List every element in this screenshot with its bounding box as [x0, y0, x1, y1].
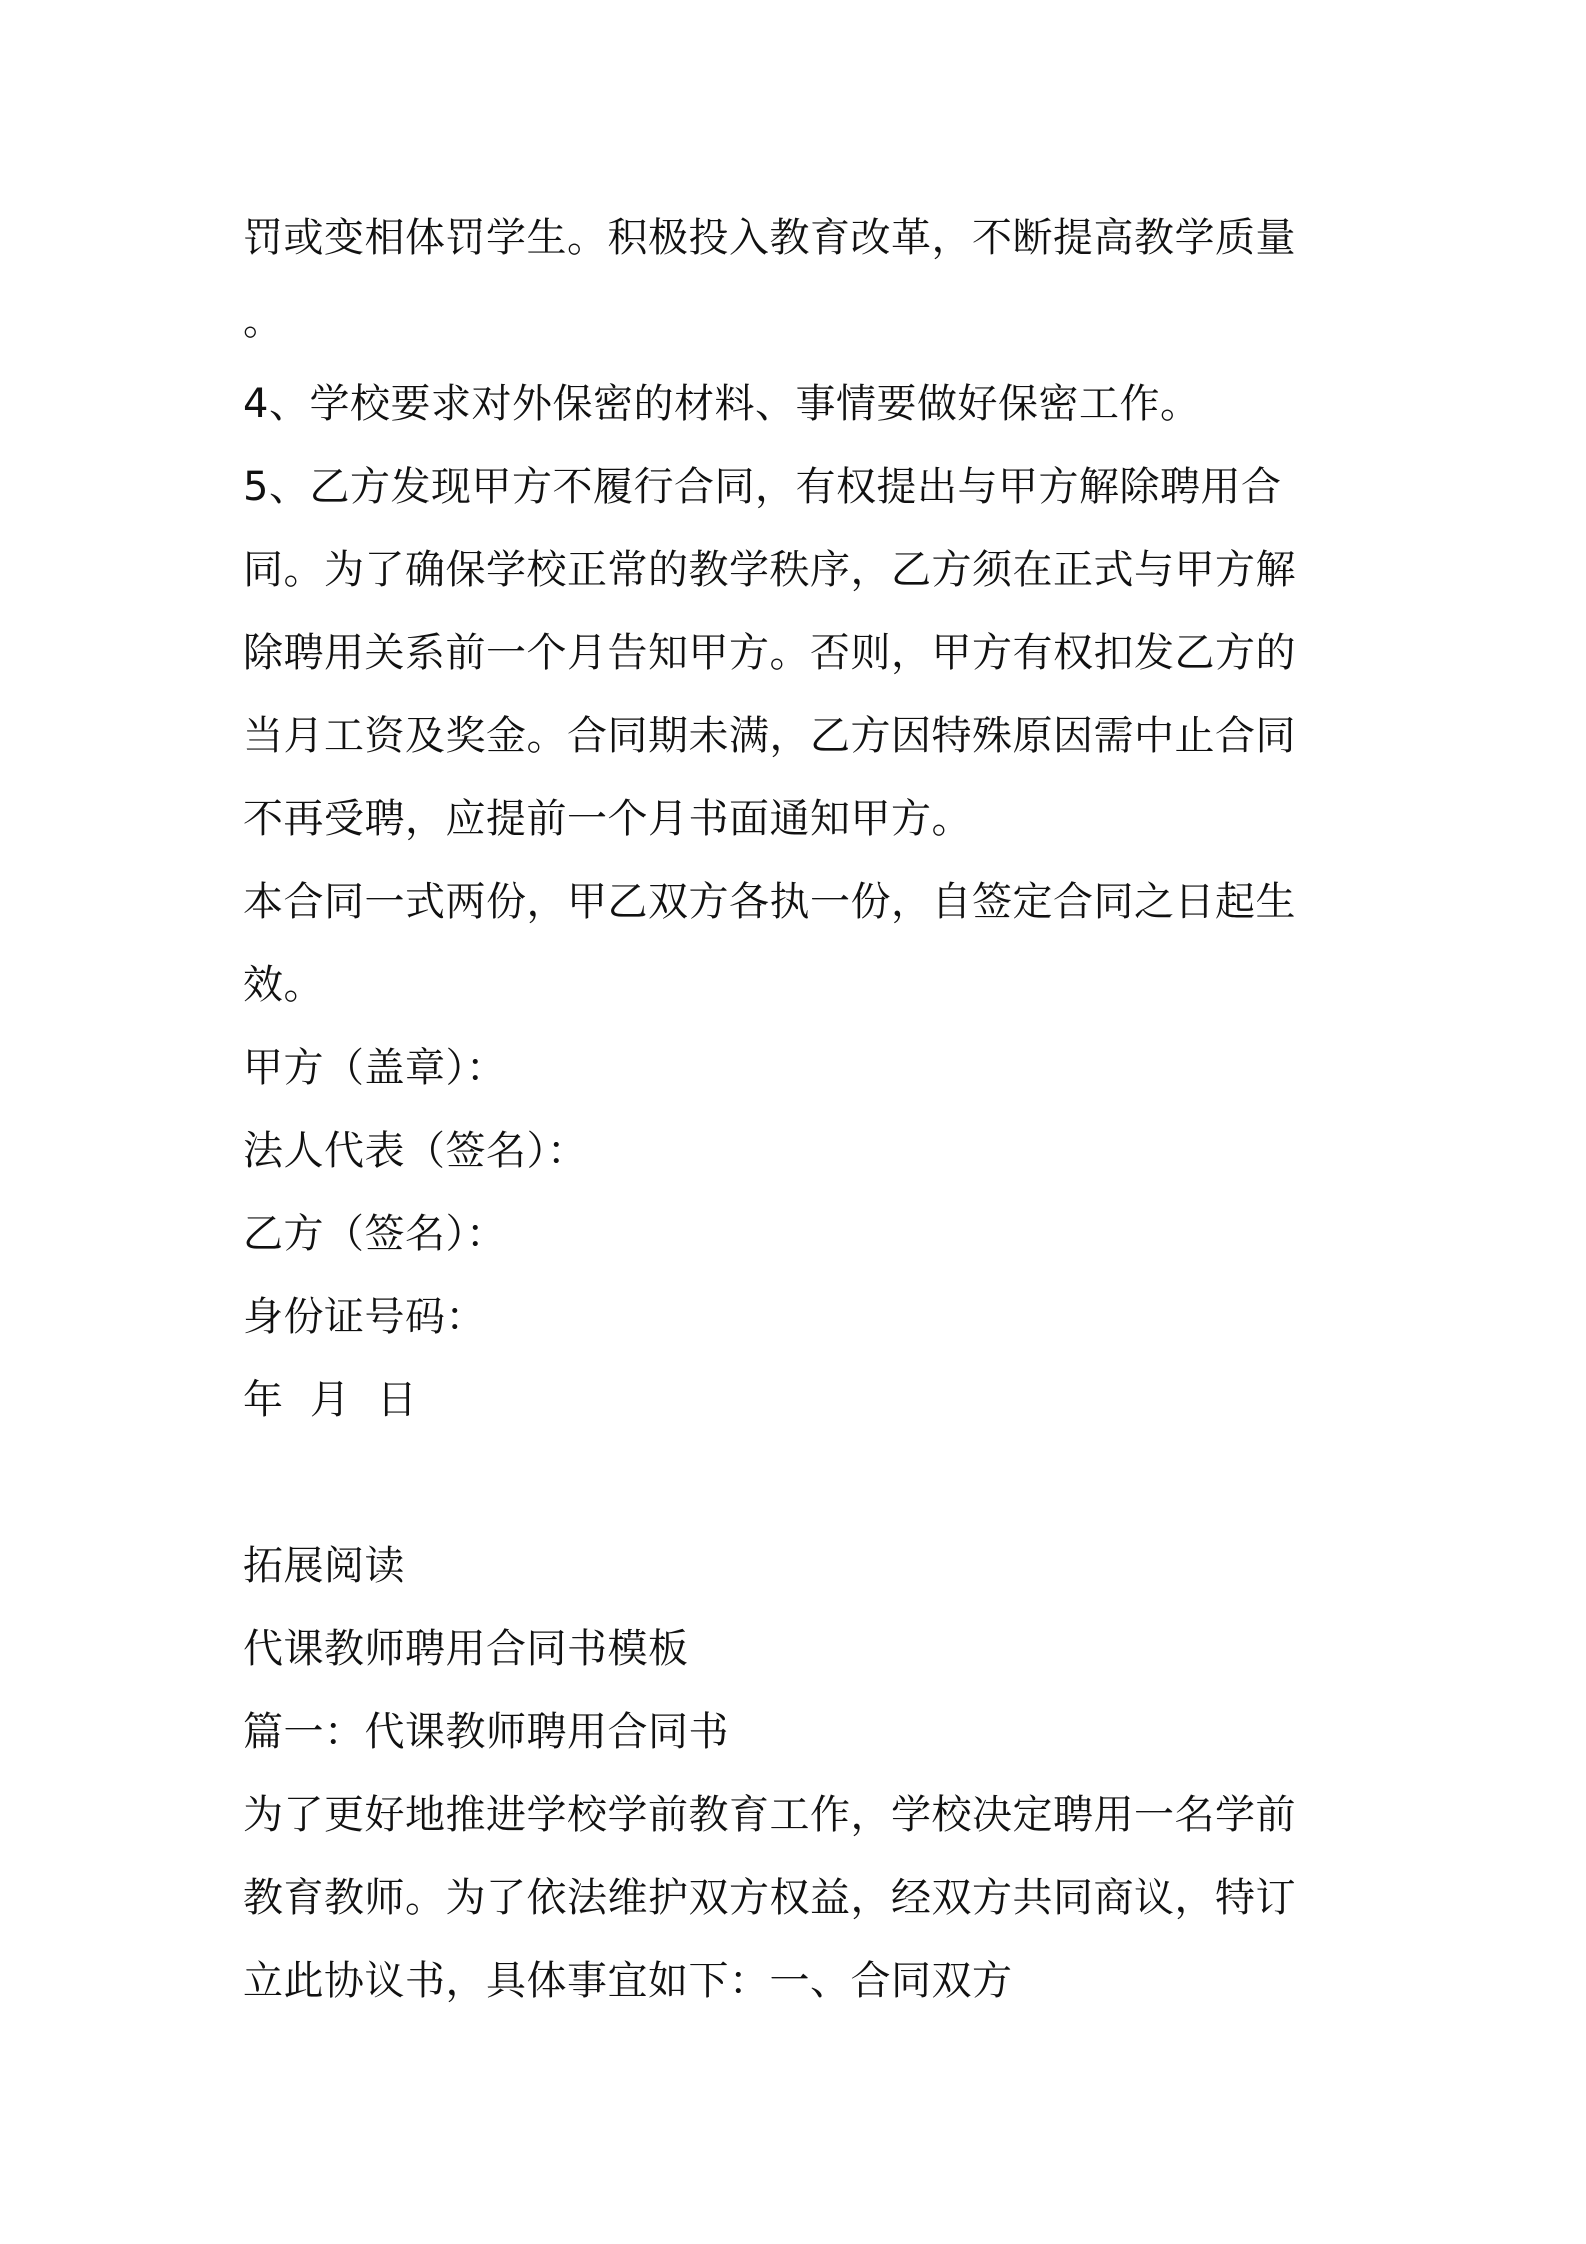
- body-line-item-4: 4、学校要求对外保密的材料、事情要做好保密工作。: [243, 381, 1201, 427]
- extended-reading-title: 代课教师聘用合同书模板: [243, 1626, 689, 1672]
- body-line: 效。: [243, 962, 324, 1008]
- extended-body-line: 为了更好地推进学校学前教育工作，学校决定聘用一名学前: [243, 1792, 1296, 1838]
- body-line-item-5: 5、乙方发现甲方不履行合同，有权提出与甲方解除聘用合: [243, 464, 1282, 510]
- body-line: 不再受聘，应提前一个月书面通知甲方。: [243, 796, 972, 842]
- body-line: 。: [243, 298, 284, 344]
- extended-reading-chapter: 篇一：代课教师聘用合同书: [243, 1709, 729, 1755]
- extended-body-line: 立此协议书，具体事宜如下：一、合同双方: [243, 1958, 1013, 2004]
- body-line: 罚或变相体罚学生。积极投入教育改革，不断提高教学质量: [243, 215, 1296, 261]
- section-spacer: [243, 1442, 1363, 1525]
- body-line: 同。为了确保学校正常的教学秩序，乙方须在正式与甲方解: [243, 547, 1296, 593]
- extended-reading-heading: 拓展阅读: [243, 1543, 405, 1589]
- signature-party-b: 乙方（签名）：: [243, 1211, 507, 1257]
- signature-legal-rep: 法人代表（签名）：: [243, 1128, 588, 1174]
- body-line: 当月工资及奖金。合同期未满，乙方因特殊原因需中止合同: [243, 713, 1296, 759]
- document-body: [243, 197, 1363, 2023]
- body-line: 除聘用关系前一个月告知甲方。否则，甲方有权扣发乙方的: [243, 630, 1296, 676]
- signature-date: 年 月 日: [243, 1377, 418, 1423]
- signature-party-a: 甲方（盖章）：: [243, 1045, 507, 1091]
- extended-body-line: 教育教师。为了依法维护双方权益，经双方共同商议，特订: [243, 1875, 1296, 1921]
- signature-id-number: 身份证号码：: [243, 1294, 486, 1340]
- body-line: 本合同一式两份，甲乙双方各执一份，自签定合同之日起生: [243, 879, 1296, 925]
